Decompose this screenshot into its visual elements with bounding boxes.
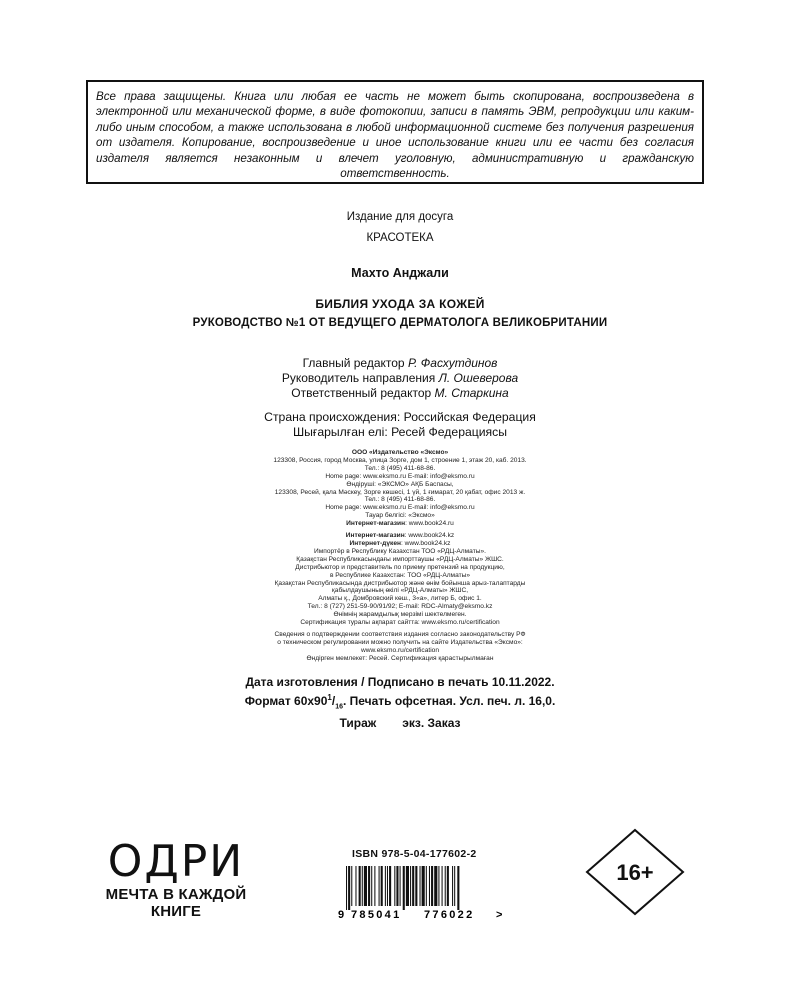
imprint-cert-kz: Сертификация туралы ақпарат сайтта: www.eksmo.ru/certification — [300, 619, 500, 627]
barcode-bar — [420, 866, 421, 906]
barcode-bar — [445, 866, 446, 906]
barcode-bar — [346, 866, 347, 910]
barcode-bar — [351, 866, 352, 906]
imprint-phone: Тел.: 8 (495) 411-68-86. — [364, 464, 436, 472]
credits-block — [0, 356, 800, 401]
barcode-bar — [457, 866, 459, 910]
barcode-bar — [355, 866, 356, 906]
age-rating-text: 16+ — [616, 860, 654, 885]
print-run-label: Тираж — [339, 716, 377, 731]
format-prefix: Формат 60х90 — [244, 694, 328, 708]
logo-tagline-2: КНИГЕ — [150, 903, 202, 920]
barcode-bar — [442, 866, 443, 906]
credit-name: Р. Фасхутдинов — [407, 356, 498, 370]
barcode-bar — [426, 866, 427, 906]
book-subtitle: РУКОВОДСТВО №1 ОТ ВЕДУЩЕГО ДЕРМАТОЛОГА ВЕЛИКОБРИТАНИИ — [192, 317, 608, 329]
series-name: КРАСОТЕКА — [366, 232, 434, 244]
barcode-bar — [429, 866, 430, 906]
credit-name: М. Старкина — [434, 386, 509, 400]
imprint-distributor2: в Республике Казахстан: ТОО «РДЦ-Алматы» — [329, 571, 471, 579]
credit-name: Л. Ошеверова — [438, 371, 519, 385]
imprint-conformity1: Сведения о подтверждении соответствия издания согласно законодательству РФ — [274, 630, 526, 638]
book-title: БИБЛИЯ УХОДА ЗА КОЖЕЙ — [315, 297, 485, 311]
shop-label: Интернет-магазин — [346, 520, 406, 528]
imprint-block — [150, 449, 650, 663]
barcode-bar — [410, 866, 411, 906]
credit-role: Главный редактор — [302, 356, 405, 370]
imprint-importer: Импортёр в Республику Казахстан ТОО «РДЦ-Алматы». — [314, 547, 486, 555]
imprint-publisher: ООО «Издательство «Эксмо» — [351, 449, 449, 456]
imprint-conformity3: www.eksmo.ru/certification — [360, 646, 440, 654]
barcode-bar — [381, 866, 383, 906]
barcode-bar — [348, 866, 350, 910]
age-rating-badge — [583, 828, 687, 916]
edition-type: Издание для досуга — [346, 211, 454, 223]
imprint-kz-web: Home page: www.eksmo.ru E-mail: info@eksmo.ru — [325, 504, 475, 512]
credit-role: Руководитель направления — [281, 371, 436, 385]
format-line: Формат $60х90^1/_{16}$. Печать офсетная. Усл. печ. л. 16,0. — [244, 693, 556, 711]
isbn-label: ISBN 978-5-04-177602-2 — [352, 848, 477, 860]
barcode-bar — [452, 866, 453, 906]
barcode-left-digits: 785041 — [351, 909, 402, 920]
barcode-bar — [422, 866, 425, 906]
imprint-shop-ru — [150, 520, 650, 528]
imprint-distributor-kz2: қабылдаушының өкілі «РДЦ-Алматы» ЖШС, — [331, 587, 469, 595]
format-numerator: 1 — [327, 693, 332, 702]
barcode-bar — [374, 866, 375, 906]
credit-line-director — [0, 371, 800, 386]
imprint-conformity2: о техническом регулировании можно получить на сайте Издательства «Эксмо»: — [277, 638, 523, 646]
barcode-bar — [415, 866, 417, 906]
barcode-bar — [412, 866, 414, 906]
barcode-bar — [438, 866, 439, 906]
imprint-kz-phone: Тел.: 8 (495) 411-68-86. — [364, 496, 436, 504]
print-run-line — [0, 715, 800, 731]
barcode-bar — [387, 866, 388, 906]
barcode-right-digits: 776022 — [424, 909, 475, 920]
imprint-address: 123308, Россия, город Москва, улица Зорге, дом 1, строение 1, этаж 20, каб. 2013. — [273, 456, 527, 464]
origin-ru: Страна происхождения: Российская Федерация — [264, 410, 536, 424]
barcode-bar — [371, 866, 372, 906]
imprint-kz-manufacturer: Өндіруші: «ЭКСМО» АҚБ Баспасы, — [346, 480, 454, 488]
isbn-barcode — [336, 864, 511, 920]
imprint-almaty-phone: Тел.: 8 (727) 251-59-90/91/92; E-mail: RDC-Almaty@eksmo.kz — [307, 603, 493, 611]
copyright-notice-box — [86, 80, 704, 184]
barcode-bar — [379, 866, 380, 906]
author-name: Махто Анджали — [351, 266, 449, 280]
shop-label: Интернет-дүкен — [349, 539, 401, 547]
credit-role: Ответственный редактор — [291, 386, 432, 400]
barcode-bar — [434, 866, 437, 906]
barcode-first-digit: 9 — [338, 909, 345, 920]
barcode-bar — [394, 866, 395, 906]
imprint-kz-address: 123308, Ресей, қала Мәскеу, Зорге көшесі, 1 үй, 1 ғимарат, 20 қабат, офис 2013 ж. — [274, 488, 526, 496]
imprint-distributor-kz: Қазақстан Республикасында дистрибьютор және өнім бойынша арыз-талаптарды — [274, 579, 526, 587]
barcode-bar — [403, 866, 405, 910]
shop-url: : www.book24.kz — [400, 539, 451, 547]
credit-line-chief-editor — [0, 356, 800, 371]
barcode-bar — [447, 866, 449, 906]
publisher-logo — [86, 838, 266, 920]
barcode-bar — [431, 866, 433, 906]
barcode-bar — [364, 866, 367, 906]
copyright-notice-text: Все права защищены. Книга или любая ее часть не может быть скопирована, воспроизведена в электронной или механической форме, в виде фотокопии, записи в память ЭВМ, репродукции или каким-либо иным способом, а также использована в любой информационной системе без получения разрешения от издателя. Копирование, воспроизведение и иное использование книги или ее части без согласия издателя является незаконным и влечет уголовную, административную и гражданскую ответственность. — [96, 90, 694, 181]
barcode-marker: > — [496, 909, 503, 920]
barcode-bar — [396, 866, 398, 906]
logo-tagline-1: МЕЧТА В КАЖДОЙ — [105, 886, 247, 903]
format-suffix: . Печать офсетная. Усл. печ. л. 16,0. — [343, 694, 556, 708]
barcode-bar — [359, 866, 361, 906]
barcode-bar — [362, 866, 363, 906]
imprint-shop-kz2 — [150, 540, 650, 548]
barcode-bar — [454, 866, 455, 906]
origin-block — [0, 410, 800, 440]
barcode-bar — [400, 866, 401, 906]
manufacture-date-line: Дата изготовления / Подписано в печать 10.11.2022. — [245, 675, 555, 689]
imprint-trademark: Тауар белгісі: «Эксмо» — [365, 512, 435, 520]
imprint-web: Home page: www.eksmo.ru E-mail: info@eksmo.ru — [325, 472, 475, 480]
barcode-bar — [368, 866, 370, 906]
order-label: экз. Заказ — [402, 716, 461, 731]
barcode-bar — [389, 866, 391, 906]
logo-wordmark: ОДРИ — [107, 836, 245, 887]
barcode-bars — [346, 866, 459, 910]
imprint-distributor: Дистрибьютор и представитель по приему претензий на продукцию, — [295, 563, 505, 571]
publication-info — [0, 674, 800, 731]
origin-kz: Шығарылған елі: Ресей Федерациясы — [292, 425, 507, 439]
imprint-origin-state: Өндірген мемлекет: Ресей. Сертификация қарастырылмаған — [306, 654, 494, 662]
shop-url: : www.book24.kz — [404, 532, 455, 540]
shop-url: : www.book24.ru — [405, 520, 454, 528]
format-denominator: 16 — [335, 703, 343, 711]
barcode-bar — [385, 866, 386, 906]
imprint-shop-kz — [150, 532, 650, 540]
imprint-validity: Өнімнің жарамдылық мерзімі шектелмеген. — [333, 611, 467, 619]
shop-label: Интернет-магазин — [345, 532, 405, 540]
credit-line-responsible-editor — [0, 386, 800, 401]
imprint-almaty-address: Алматы қ., Домбровский көш., 3«а», литер Б, офис 1. — [318, 595, 482, 603]
imprint-importer-kz: Қазақстан Республикасындағы импорттаушы «РДЦ-Алматы» ЖШС. — [296, 555, 504, 563]
barcode-bar — [406, 866, 409, 906]
